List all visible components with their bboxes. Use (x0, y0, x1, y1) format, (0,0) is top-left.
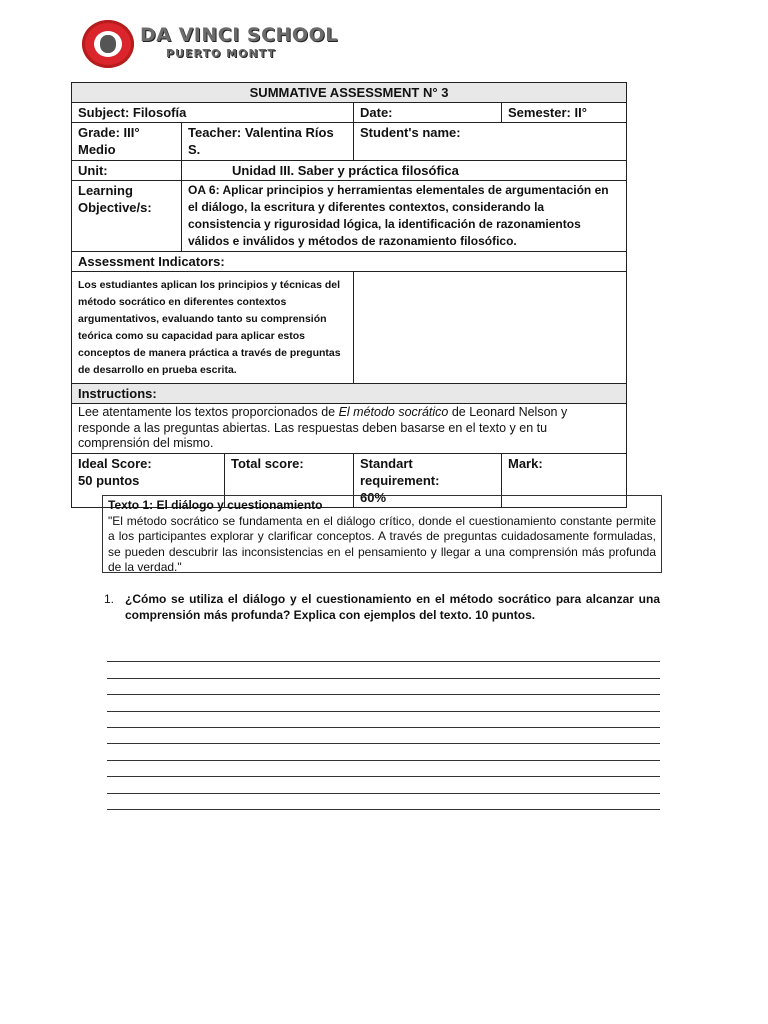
answer-line[interactable] (107, 728, 660, 744)
indicators-label: Assessment Indicators: (72, 252, 627, 272)
objective-label: Learning Objective/s: (72, 181, 182, 252)
assessment-header-table (71, 82, 627, 508)
answer-line[interactable] (107, 712, 660, 728)
answer-line[interactable] (107, 777, 660, 793)
date-cell: Date: (354, 103, 502, 123)
objective-text: OA 6: Aplicar principios y herramientas elementales de argumentación en el diálogo, la escritura y diferentes contextos, considerando la consistencia y rigurosidad lógica, la identificación de razonamientos válidos e inválidos y métodos de razonamiento filosófico. (182, 181, 627, 252)
answer-line[interactable] (107, 744, 660, 760)
answer-area[interactable] (107, 646, 660, 810)
instructions-text (72, 404, 627, 454)
question-number: 1. (104, 592, 115, 606)
student-name-field[interactable]: Student's name: (354, 123, 627, 161)
question-1 (104, 592, 660, 623)
school-city: PUERTO MONTT (166, 47, 276, 60)
answer-line[interactable] (107, 646, 660, 662)
standard-requirement-value: 60% (360, 489, 387, 505)
unit-value: Unidad III. Saber y práctica filosófica (182, 161, 627, 181)
question-text: ¿Cómo se utiliza el diálogo y el cuestionamiento en el método socrático para alcanzar una comprensión más profunda? Explica con ejemplos del texto. 10 puntos. (125, 592, 660, 622)
instructions-label: Instructions: (72, 384, 627, 404)
semester-cell: Semester: II° (502, 103, 627, 123)
answer-line[interactable] (107, 761, 660, 777)
text1-box (102, 495, 662, 573)
ideal-score-label: Ideal Score: (78, 455, 152, 471)
answer-line[interactable] (107, 794, 660, 810)
indicators-blank-cell (354, 272, 627, 384)
standard-requirement-label: Standart requirement: (360, 455, 440, 488)
grade-cell: Grade: III° Medio (72, 123, 182, 161)
school-crest-icon (82, 20, 134, 68)
instructions-pre: Lee atentamente los textos proporcionados de (78, 405, 339, 419)
instructions-book-title: El método socrático (338, 405, 449, 419)
unit-label: Unit: (72, 161, 182, 181)
assessment-title: SUMMATIVE ASSESSMENT N° 3 (72, 83, 627, 103)
text1-body: "El método socrático se fundamenta en el diálogo crítico, donde el cuestionamiento constante permite a los participantes explorar y clarificar conceptos. A través de preguntas cuidadosamente formuladas, se pueden descubrir las inconsistencias en el pensamiento y llegar a una comprensión más profunda de la verdad." (108, 513, 656, 574)
total-score-field[interactable]: Total score: (225, 453, 354, 507)
answer-line[interactable] (107, 695, 660, 711)
subject-cell: Subject: Filosofía (72, 103, 354, 123)
school-logo-text (140, 24, 338, 60)
instructions-post: de Leonard Nelson y responde a las preguntas abiertas. Las respuestas deben basarse en el texto y en tu comprensión del mismo. (78, 405, 568, 450)
ideal-score-value: 50 puntos (78, 472, 140, 488)
answer-line[interactable] (107, 662, 660, 678)
school-name: DA VINCI SCHOOL (140, 24, 338, 46)
teacher-cell: Teacher: Valentina Ríos S. (182, 123, 354, 161)
mark-field[interactable]: Mark: (502, 453, 627, 507)
answer-line[interactable] (107, 679, 660, 695)
indicators-text: Los estudiantes aplican los principios y técnicas del método socrático en diferentes contextos argumentativos, evaluando tanto su comprensión teórica como su capacidad para aplicar estos conceptos de manera práctica a través de preguntas de desarrollo en prueba escrita. (72, 272, 354, 384)
text1-title: Texto 1: El diálogo y cuestionamiento (108, 498, 323, 512)
